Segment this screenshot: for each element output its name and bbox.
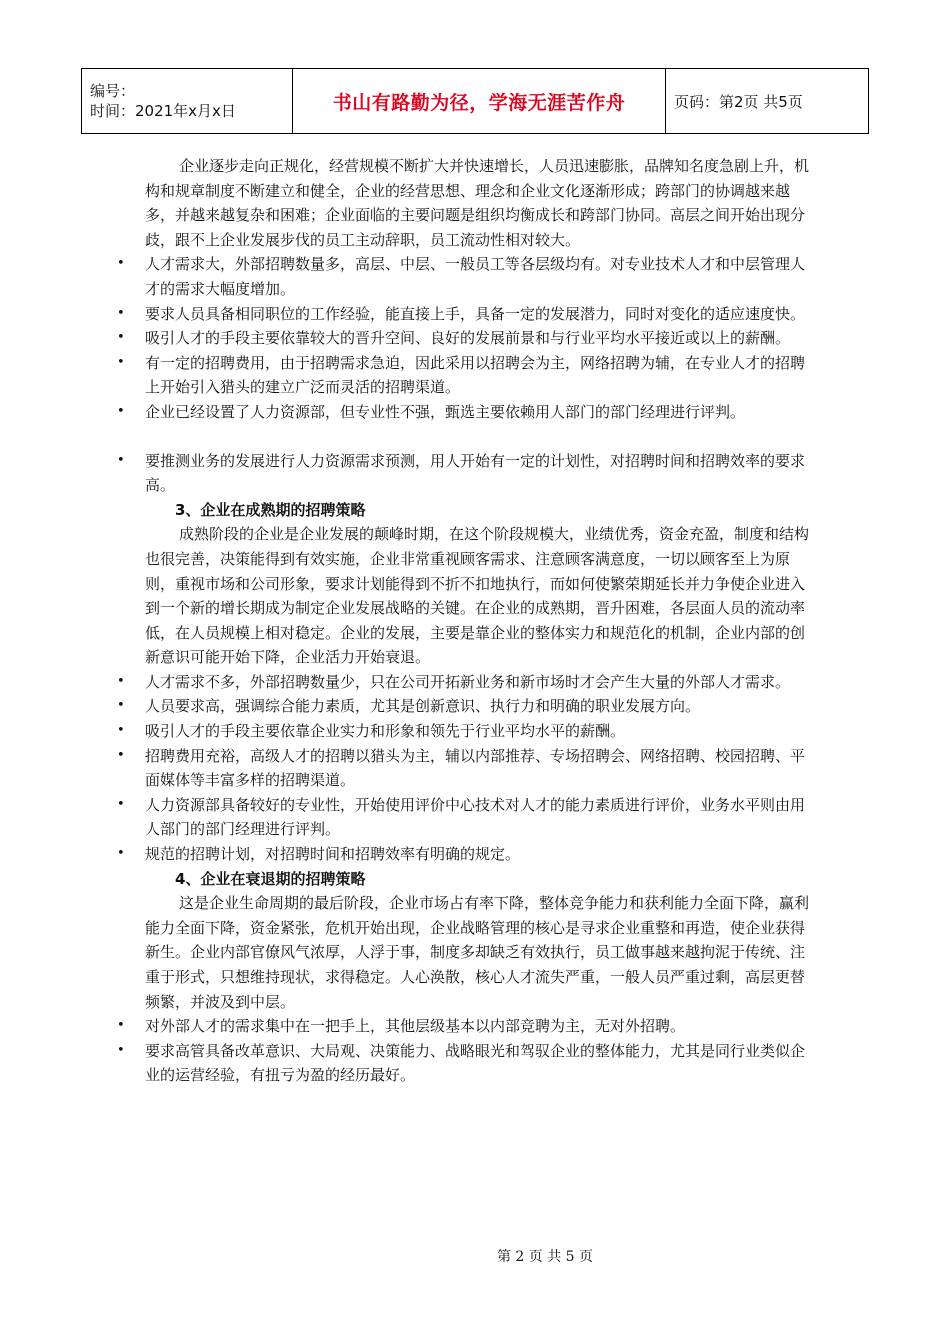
bullet-item <box>117 1039 809 1088</box>
bullet-text: 有一定的招聘费用，由于招聘需求急迫，因此采用以招聘会为主，网络招聘为辅，在专业人才的招聘上开始引入猎头的建立广泛而灵活的招聘渠道。 <box>145 353 806 397</box>
bullet-icon: • <box>117 256 125 272</box>
motto: 书山有路勤为径，学海无涯苦作舟 <box>293 69 666 134</box>
paragraph: 成熟阶段的企业是企业发展的颠峰时期，在这个阶段规模大，业绩优秀，资金充盈，制度和结构也很完善，决策能得到有效实施，企业非常重视顾客需求、注意顾客满意度，一切以顾客至上为原则，重视市场和公司形象，要求计划能得到不折不扣地执行，而如何使繁荣期延长并力争使企业进入到一个新的增长期成为制定企业发展战略的关键。在企业的成熟期，晋升困难，各层面人员的流动率低，在人员规模上相对稳定。企业的发展，主要是靠企业的整体实力和规范化的机制，企业内部的创新意识可能开始下降，企业活力开始衰退。 <box>145 525 810 667</box>
document-body <box>117 154 810 1088</box>
bullet-item <box>117 400 809 425</box>
bullet-item <box>117 302 809 327</box>
bullet-icon: • <box>117 747 125 763</box>
bullet-text: 招聘费用充裕，高级人才的招聘以猎头为主，辅以内部推荐、专场招聘会、网络招聘、校园招聘、平面媒体等丰富多样的招聘渠道。 <box>145 746 806 790</box>
bullet-icon: • <box>117 673 125 689</box>
bullet-text: 吸引人才的手段主要依靠企业实力和形象和领先于行业平均水平的薪酬。 <box>145 722 626 741</box>
bullet-icon: • <box>117 452 125 468</box>
bullet-item <box>117 744 809 793</box>
header-meta <box>82 69 293 134</box>
bullet-text: 规范的招聘计划，对招聘时间和招聘效率有明确的规定。 <box>145 845 521 864</box>
bullet-text: 人力资源部具备较好的专业性，开始使用评价中心技术对人才的能力素质进行评价，业务水平则由用人部门的部门经理进行评判。 <box>145 795 806 839</box>
bullet-text: 吸引人才的手段主要依靠较大的晋升空间、良好的发展前景和与行业平均水平接近或以上的薪酬。 <box>145 329 791 348</box>
bullet-item <box>117 842 809 867</box>
bullet-item <box>117 1014 809 1039</box>
page-label: 页码：第2页 共5页 <box>666 69 869 134</box>
number-label: 编号： <box>90 82 136 100</box>
bullet-item <box>117 719 809 744</box>
bullet-icon: • <box>117 796 125 812</box>
bullet-item <box>117 670 809 695</box>
bullet-item <box>117 449 809 498</box>
bullet-text: 人员要求高，强调综合能力素质，尤其是创新意识、执行力和明确的职业发展方向。 <box>145 697 701 716</box>
bullet-item <box>117 326 809 351</box>
bullet-icon: • <box>117 1042 125 1058</box>
section-heading: 4、企业在衰退期的招聘策略 <box>175 869 366 888</box>
bullet-icon: • <box>117 723 125 739</box>
bullet-text: 人才需求大，外部招聘数量多，高层、中层、一般员工等各层级均有。对专业技术人才和中层管理人才的需求大幅度增加。 <box>145 255 806 298</box>
paragraph: 这是企业生命周期的最后阶段，企业市场占有率下降，整体竞争能力和获利能力全面下降，赢利能力全面下降，资金紧张，危机开始出现，企业战略管理的核心是寻求企业重整和再造，使企业获得新生。企业内部官僚风气浓厚，人浮于事，制度多却缺乏有效执行，员工做事越来越拘泥于传统、注重于形式，只想维持现状，求得稳定。人心涣散，核心人才流失严重，一般人员严重过剩，高层更替频繁，并波及到中层。 <box>145 894 810 1011</box>
bullet-icon: • <box>117 846 125 862</box>
bullet-icon: • <box>117 403 125 419</box>
section-heading: 3、企业在成熟期的招聘策略 <box>175 500 366 519</box>
bullet-item <box>117 252 809 301</box>
bullet-item <box>117 351 809 400</box>
bullet-icon: • <box>117 1018 125 1034</box>
page-footer <box>0 1246 950 1266</box>
bullet-text: 要求人员具备相同职位的工作经验，能直接上手，具备一定的发展潜力，同时对变化的适应速度快。 <box>145 304 806 323</box>
bullet-text: 要求高管具备改革意识、大局观、决策能力、战略眼光和驾驭企业的整体能力，尤其是同行业类似企业的运营经验，有扭亏为盈的经历最好。 <box>145 1041 806 1085</box>
bullet-text: 人才需求不多，外部招聘数量少，只在公司开拓新业务和新市场时才会产生大量的外部人才需求。 <box>145 672 791 691</box>
bullet-icon: • <box>117 354 125 370</box>
bullet-text: 要推测业务的发展进行人力资源需求预测，用人开始有一定的计划性，对招聘时间和招聘效率的要求高。 <box>145 451 806 495</box>
bullet-icon: • <box>117 305 125 321</box>
bullet-item <box>117 793 809 842</box>
bullet-text: 企业已经设置了人力资源部，但专业性不强，甄选主要依赖用人部门的部门经理进行评判。 <box>145 402 746 421</box>
time-label: 时间：2021年x月x日 <box>90 102 236 120</box>
bullet-icon: • <box>117 330 125 346</box>
bullet-text: 对外部人才的需求集中在一把手上，其他层级基本以内部竞聘为主，无对外招聘。 <box>145 1017 686 1036</box>
paragraph: 企业逐步走向正规化，经营规模不断扩大并快速增长，人员迅速膨胀，品牌知名度急剧上升，机构和规章制度不断建立和健全，企业的经营思想、理念和企业文化逐渐形成；跨部门的协调越来越多，并越来越复杂和困难；企业面临的主要问题是组织均衡成长和跨部门协同。高层之间开始出现分歧，跟不上企业发展步伐的员工主动辞职，员工流动性相对较大。 <box>145 157 810 249</box>
footer-page-number: 第 2 页 共 5 页 <box>496 1249 594 1265</box>
header-table <box>81 68 869 134</box>
bullet-item <box>117 694 809 719</box>
bullet-icon: • <box>117 698 125 714</box>
